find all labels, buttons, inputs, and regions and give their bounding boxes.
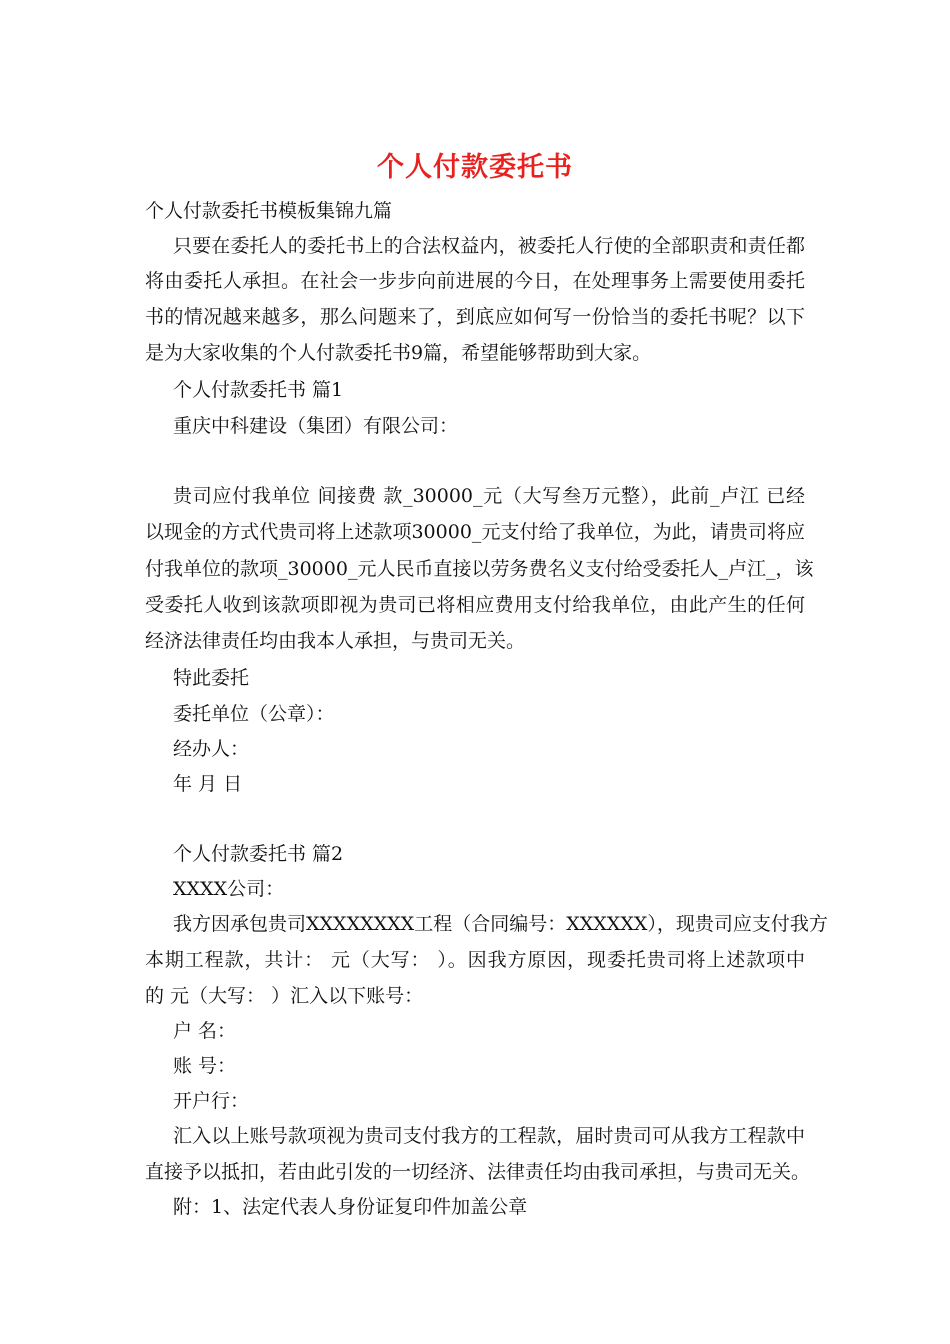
section2-attachment: 附：1、法定代表人身份证复印件加盖公章: [173, 1196, 528, 1218]
section1-body-line: 经济法律责任均由我本人承担，与贵司无关。: [145, 630, 526, 652]
section2-account-name: 户 名：: [173, 1020, 237, 1042]
section1-body-line: 贵司应付我单位 间接费 款_30000_元（大写叁万元整），此前_卢江 已经: [173, 485, 805, 507]
section1-closing: 特此委托: [173, 667, 250, 689]
section1-handler: 经办人：: [173, 738, 250, 760]
section1-unit-seal: 委托单位（公章）：: [173, 703, 335, 725]
section1-heading: 个人付款委托书 篇1: [173, 379, 344, 401]
intro-paragraph-line: 只要在委托人的委托书上的合法权益内，被委托人行使的全部职责和责任都: [173, 235, 805, 257]
intro-paragraph-line: 将由委托人承担。在社会一步步向前进展的今日，在处理事务上需要使用委托: [145, 270, 805, 292]
document-subtitle: 个人付款委托书模板集锦九篇: [145, 200, 393, 222]
section2-account-number: 账 号：: [173, 1055, 237, 1077]
section1-body-line: 以现金的方式代贵司将上述款项30000_元支付给了我单位，为此，请贵司将应: [145, 521, 805, 543]
section1-body-line: 受委托人收到该款项即视为贵司已将相应费用支付给我单位，由此产生的任何: [145, 594, 805, 616]
section1-addressee: 重庆中科建设（集团）有限公司：: [173, 415, 459, 437]
section2-tail-line: 直接予以抵扣，若由此引发的一切经济、法律责任均由我司承担，与贵司无关。: [145, 1161, 811, 1183]
document-title: 个人付款委托书: [377, 152, 573, 183]
section2-body-line: 我方因承包贵司XXXXXXXX工程（合同编号：XXXXXX），现贵司应支付我方: [173, 913, 828, 935]
section2-bank: 开户行：: [173, 1090, 250, 1112]
section2-addressee: XXXX公司：: [173, 878, 285, 900]
section2-body-line: 本期工程款，共计： 元（大写： ）。因我方原因，现委托贵司将上述款项中: [145, 949, 805, 971]
section2-tail-line: 汇入以上账号款项视为贵司支付我方的工程款，届时贵司可从我方工程款中: [173, 1125, 805, 1147]
section1-date: 年 月 日: [173, 773, 243, 795]
intro-paragraph-line: 是为大家收集的个人付款委托书9篇，希望能够帮助到大家。: [145, 342, 652, 364]
section2-body-line: 的 元（大写： ）汇入以下账号：: [145, 985, 424, 1007]
section1-body-line: 付我单位的款项_30000_元人民币直接以劳务费名义支付给受委托人_卢江_，该: [145, 558, 814, 580]
section2-heading: 个人付款委托书 篇2: [173, 843, 344, 865]
intro-paragraph-line: 书的情况越来越多，那么问题来了，到底应如何写一份恰当的委托书呢？以下: [145, 306, 805, 328]
